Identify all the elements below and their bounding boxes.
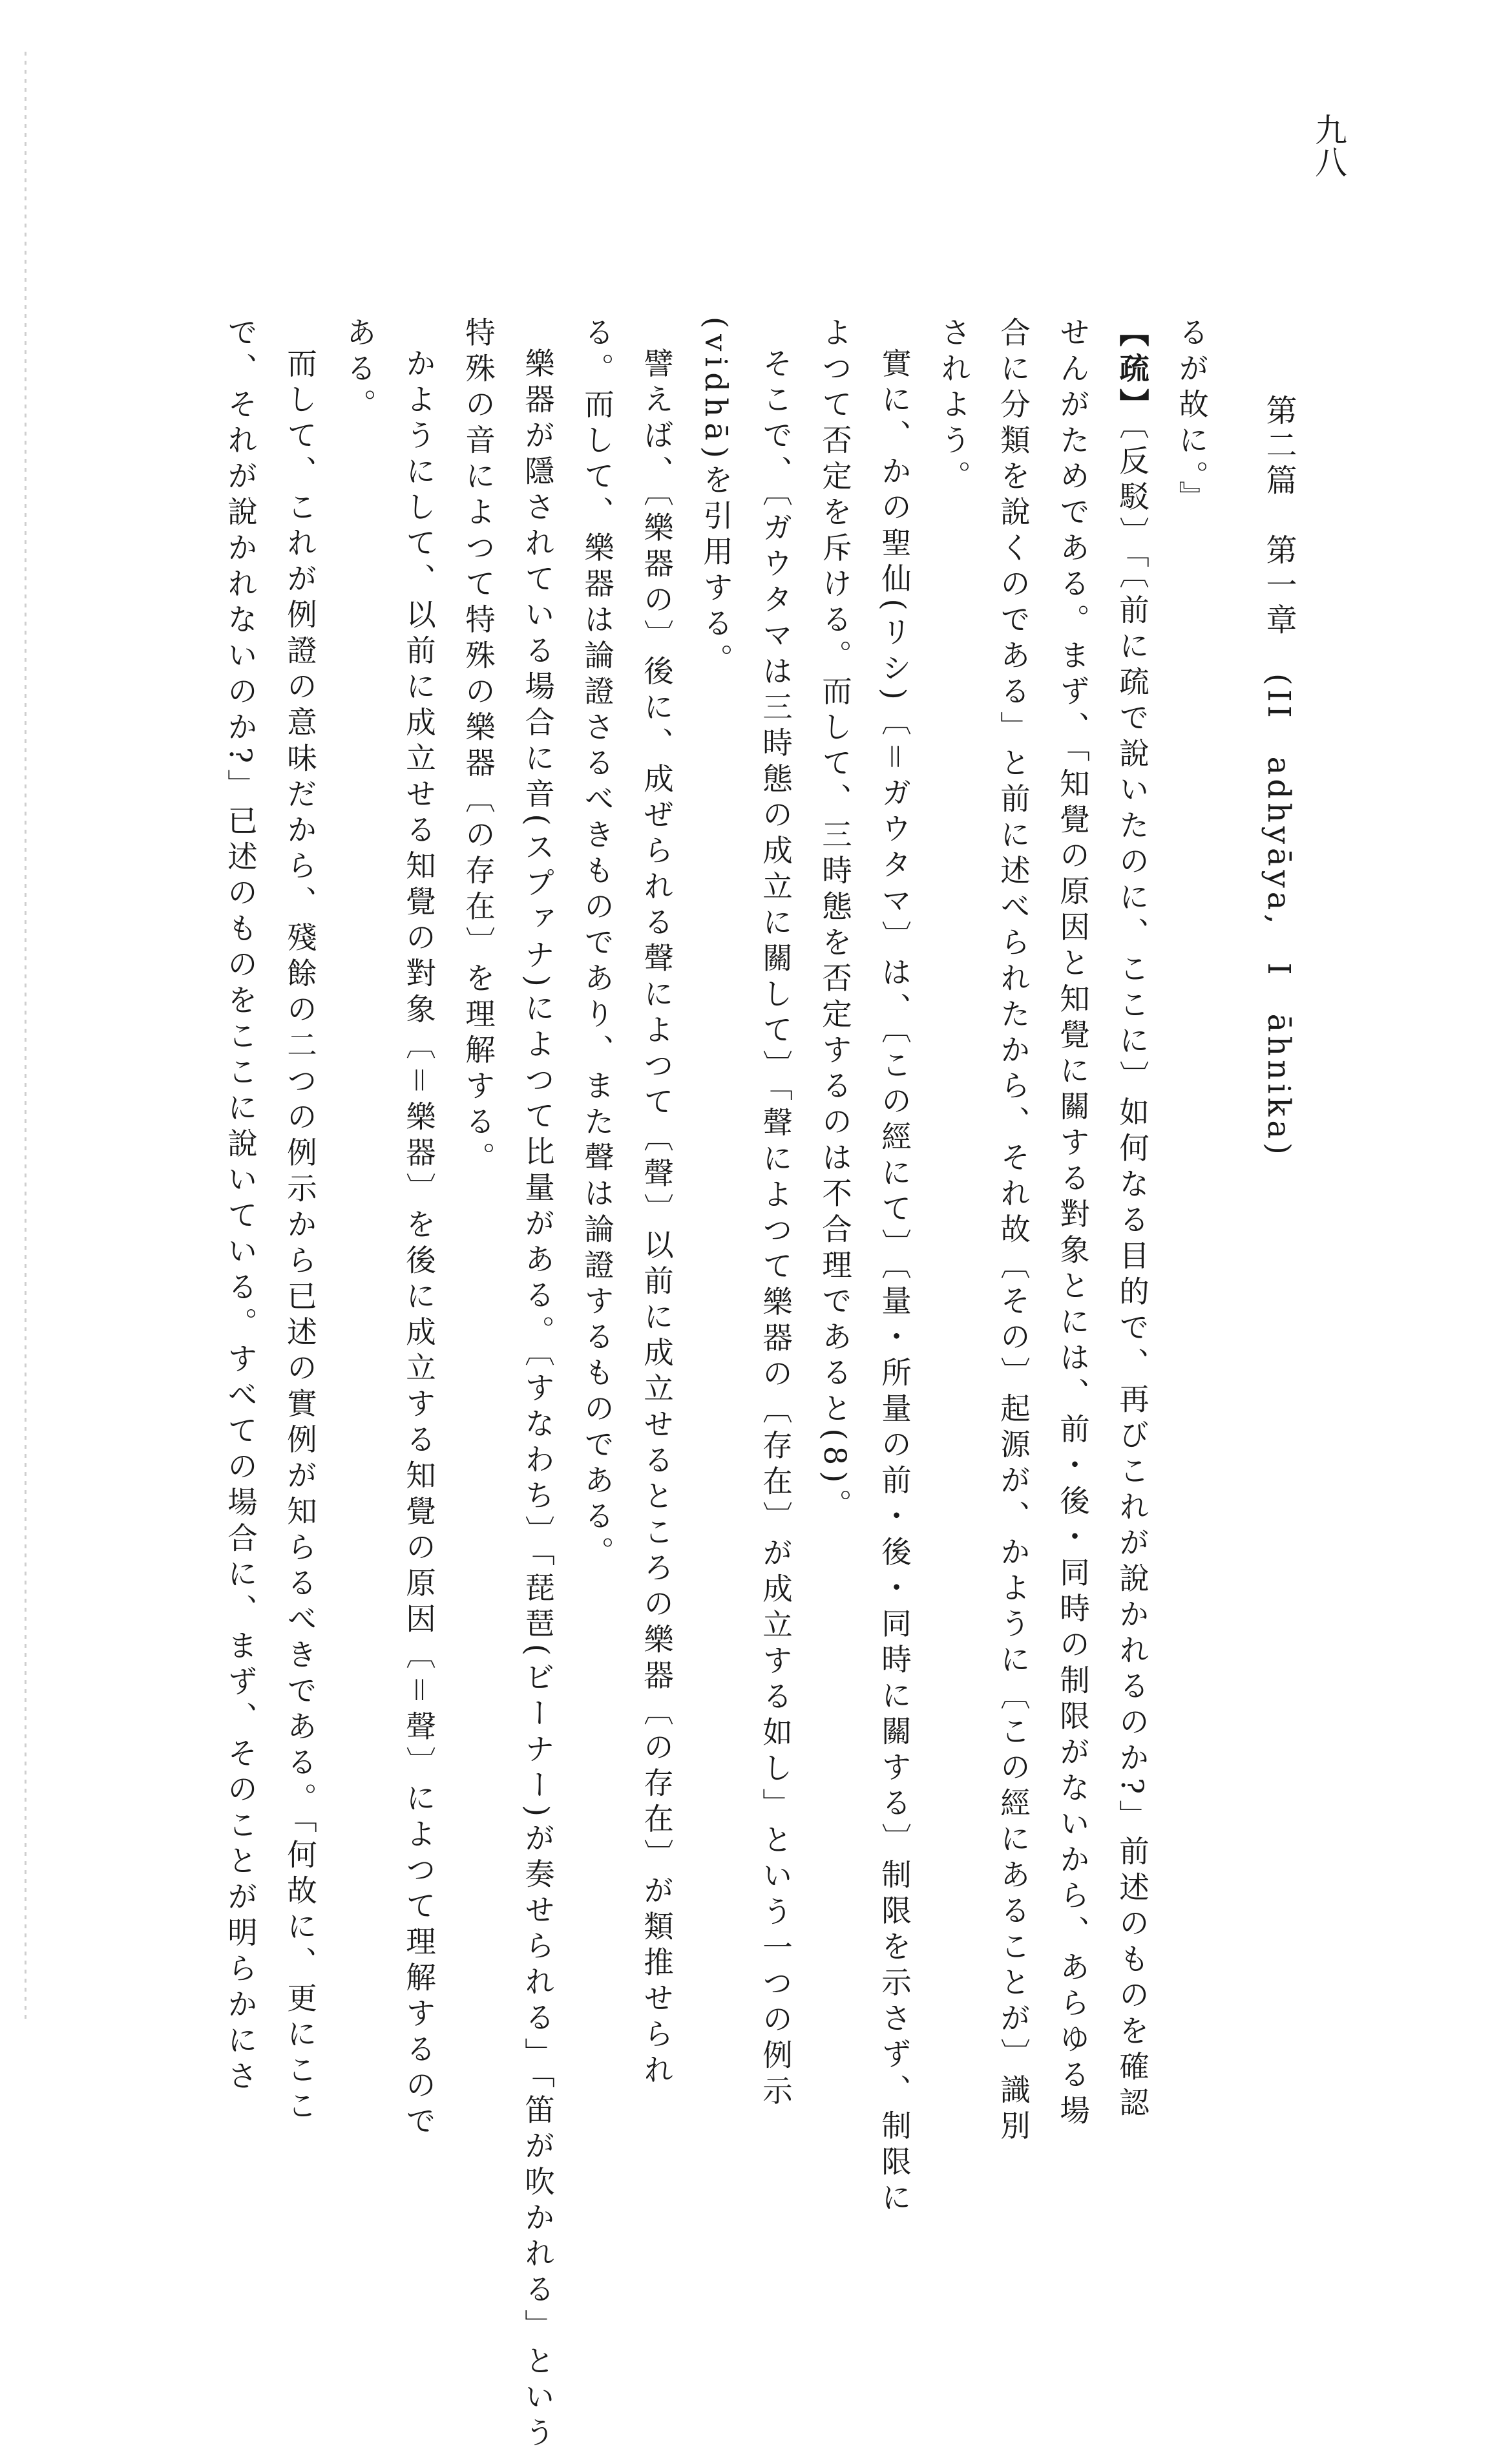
text-line-content: 〔反駁〕「〔前に疏で說いたのに、ここに〕如何なる目的で、再びこれが說かれるのか?」前述のものを確認 [1115,424,1150,2123]
page-number: 九八 [1310,113,1347,178]
commentary-label: 【疏】 [1115,317,1150,425]
text-line: 而して、これが例證の意味だから、殘餘の二つの例示から已述の實例が知らるべきである。「何故に、更にここ [282,348,317,2126]
text-line: 特殊の音によつて特殊の樂器〔の存在〕を理解する。 [461,317,496,1177]
binding-edge [25,52,26,2023]
text-line: 實に、かの聖仙(リシ)〔＝ガウタマ〕は、〔この經にて〕〔量・所量の前・後・同時に關する〕制限を示さず、制限に [877,348,912,2218]
text-line: されよう。 [936,317,971,496]
text-line: 合に分類を說くのである」と前に述べられたから、それ故〔その〕起源が、かように〔この經にあることが〕識別 [996,317,1031,2146]
text-line: よつて否定を斥ける。而して、三時態を否定するのは不合理であると(8)。 [817,317,852,1524]
text-line: 樂器が隱されている場合に音(スプァナ)によつて比量がある。〔すなわち〕「琵琶(ビーナー)が奏せられる」「笛が吹かれる」という [520,348,555,2453]
text-line: そこで、〔ガウタマは三時態の成立に關して〕「聲によつて樂器の〔存在〕が成立する如し」という一つの例示 [758,348,793,2111]
text-line: るが故に。』 [1174,317,1209,517]
text-line: (vidhā)を引用する。 [698,317,733,679]
text-line: で、それが說かれないのか?」已述のものをここに說いている。すべての場合に、まず、そのことが明らかにさ [223,317,258,2096]
text-line: かようにして、以前に成立せる知覺の對象〔＝樂器〕を後に成立する知覺の原因〔＝聲〕によつて理解するので [401,348,436,2141]
text-line: せんがためである。まず、「知覺の原因と知覺に關する對象とには、前・後・同時の制限がないから、あらゆる場 [1055,317,1090,2131]
text-line: ある。 [342,317,377,425]
running-head: 第二篇 第一章 (II adhyāya, I āhnika) [1261,394,1297,1159]
body-text [216,317,1221,2453]
text-line [1102,317,1162,2123]
text-line: 譬えば、〔樂器の〕後に、成ぜられる聲によつて〔聲〕以前に成立せるところの樂器〔の存在〕が類推せられ [639,348,674,2090]
text-line: る。而して、樂器は論證さるべきものであり、また聲は論證するものである。 [580,317,614,1572]
